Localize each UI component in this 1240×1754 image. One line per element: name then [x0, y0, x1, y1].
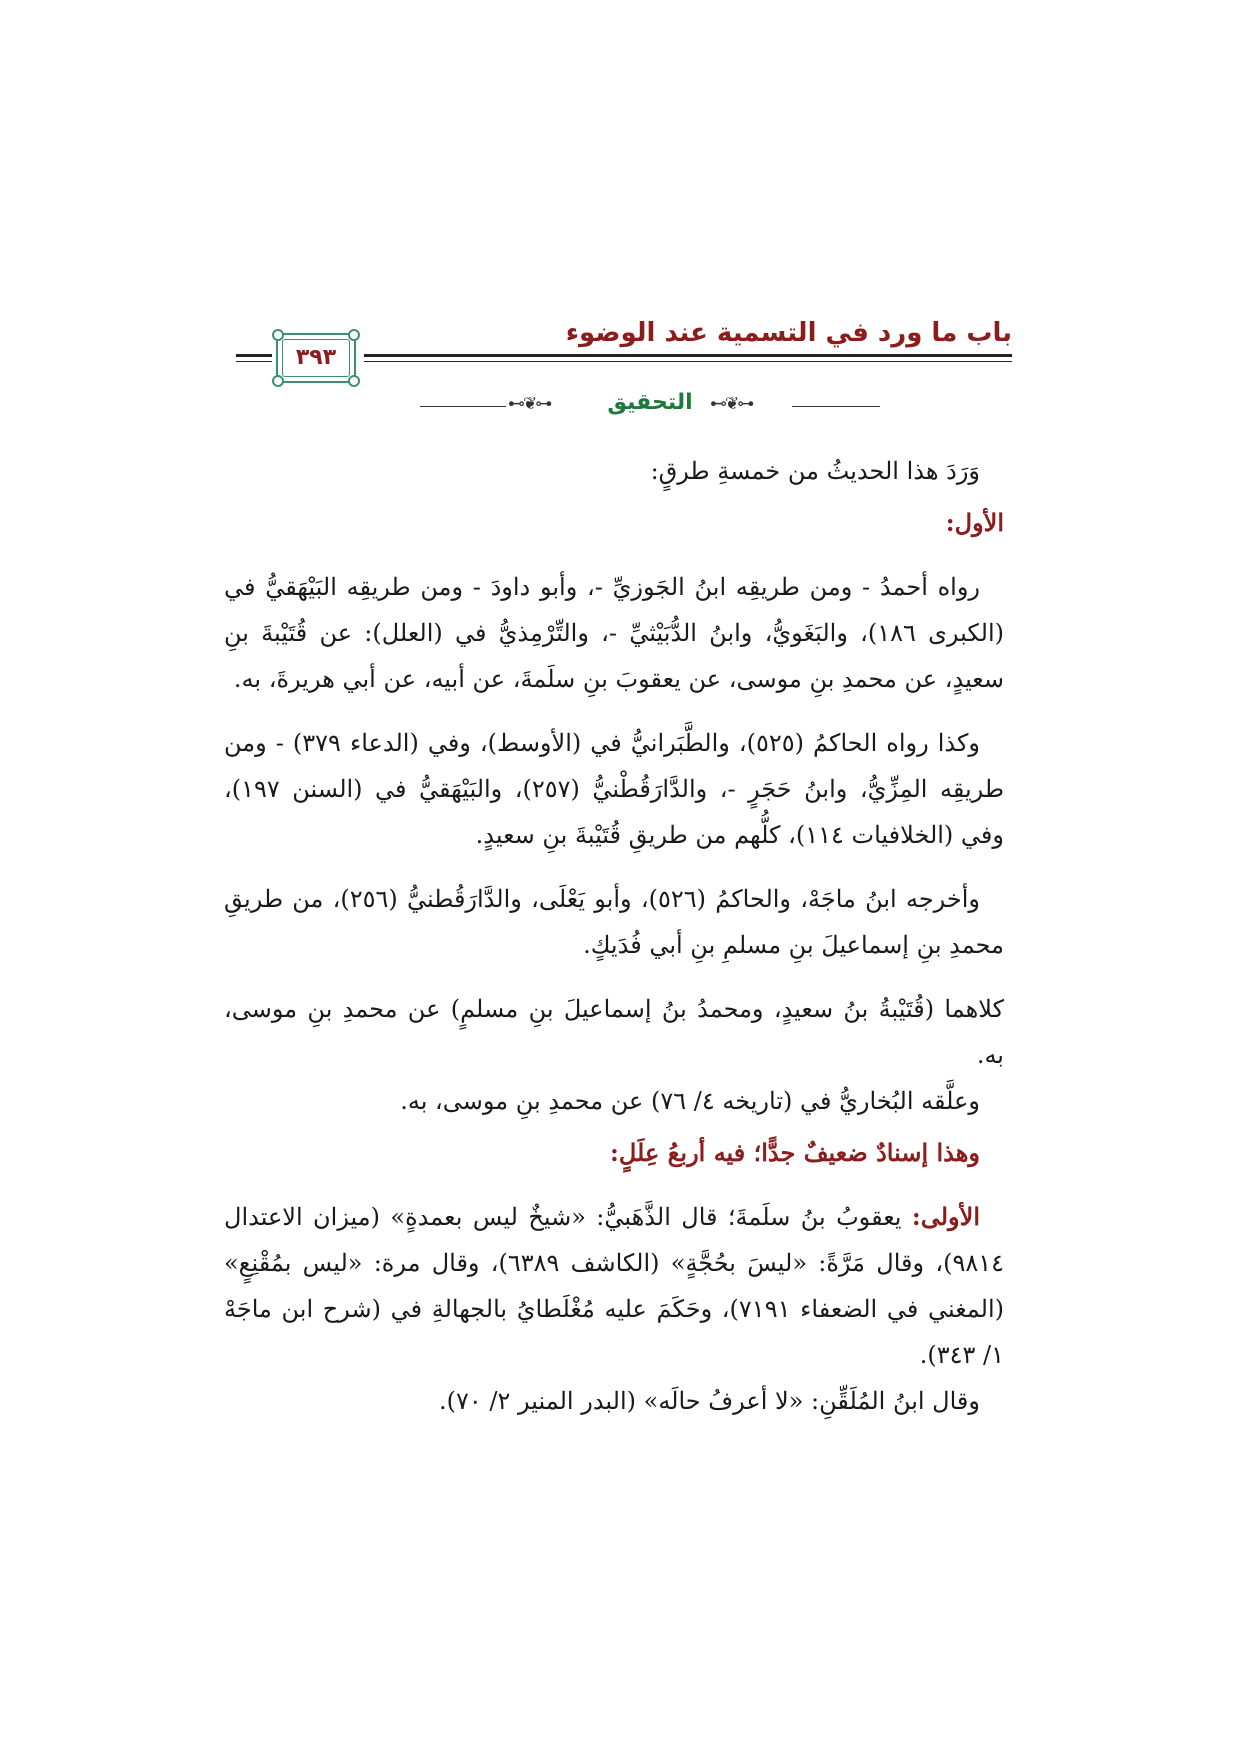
badge-corner-ornament	[348, 329, 360, 341]
paragraph: وعلَّقه البُخاريُّ في (تاريخه ٤/ ٧٦) عن محمدِ بنِ موسى، به.	[400, 1087, 980, 1115]
main-text	[224, 448, 1004, 1424]
ornament-line-right	[792, 406, 880, 407]
first-path-heading: الأول:	[945, 508, 1004, 537]
paragraph: رواه أحمدُ - ومن طريقِه ابنُ الجَوزيِّ -، وأبو داودَ - ومن طريقِه البَيْهَقيُّ في (الكبرى ١٨٦)، والبَغَويُّ، وابنُ الدُّبَيْثيِّ -، والتِّرْمِذيُّ في (العلل): عن قُتَيْبةَ بنِ سعيدٍ، عن محمدِ بنِ موسى، عن يعقوبَ بنِ سلَمةَ، عن أبيه، عن أبي هريرةَ، به.	[224, 573, 1004, 693]
page-number: ٣٩٣	[295, 345, 337, 370]
paragraph: وأخرجه ابنُ ماجَهْ، والحاكمُ (٥٢٦)، وأبو يَعْلَى، والدَّارَقُطنيُّ (٢٥٦)، من طريقِ محمدِ بنِ إسماعيلَ بنِ مسلمِ بنِ أبي فُدَيكٍ.	[224, 885, 1004, 959]
page-number-badge	[276, 333, 356, 383]
chapter-title: باب ما ورد في التسمية عند الوضوء	[565, 318, 1012, 348]
paragraph: كلاهما (قُتَيْبةُ بنُ سعيدٍ، ومحمدُ بنُ إسماعيلَ بنِ مسلمٍ) عن محمدِ بنِ موسى، به.	[224, 995, 1004, 1069]
badge-corner-ornament	[272, 375, 284, 387]
first-defect-text: يعقوبُ بنُ سلَمةَ؛ قال الذَّهَبيُّ: «شيخٌ ليس بعمدةٍ» (ميزان الاعتدال ٩٨١٤)، وقال مَرَّةً: «ليسَ بحُجَّةٍ» (الكاشف ٦٣٨٩)، وقال مرة: «ليس بمُقْنِعٍ» (المغني في الضعفاء ٧١٩١)، وحَكَمَ عليه مُغْلَطايُ بالجهالةِ في (شرح ابن ماجَهْ ١/ ٣٤٣).	[224, 1203, 1005, 1369]
section-label: التحقيق	[607, 390, 693, 415]
header-rule-right-thin	[364, 361, 1012, 362]
paragraph: وكذا رواه الحاكمُ (٥٢٥)، والطَّبَرانيُّ في (الأوسط)، وفي (الدعاء ٣٧٩) - ومن طريقِه المِزِّيُّ، وابنُ حَجَرٍ -، والدَّارَقُطْنيُّ (٢٥٧)، والبَيْهَقيُّ في (السنن ١٩٧)، وفي (الخلافيات ١١٤)، كلُّهم من طريقِ قُتَيْبةَ بنِ سعيدٍ.	[224, 729, 1004, 849]
section-ornament	[420, 392, 880, 422]
ornament-flourish-right-icon: ⊷❦⊶	[710, 394, 753, 414]
paragraph: وقال ابنُ المُلَقِّنِ: «لا أعرفُ حالَه» (البدر المنير ٢/ ٧٠).	[439, 1387, 980, 1415]
ornament-flourish-left-icon: ⊷❦⊶	[508, 394, 551, 414]
intro-line: وَرَدَ هذا الحديثُ من خمسةِ طرقٍ:	[650, 457, 980, 485]
badge-corner-ornament	[272, 329, 284, 341]
header-rule-left-thin	[236, 361, 272, 362]
badge-corner-ornament	[348, 375, 360, 387]
paragraph-first-defect	[224, 1194, 1004, 1378]
first-defect-label: الأولى:	[911, 1202, 980, 1231]
header-rule-left-thick	[236, 354, 272, 357]
ornament-line-left	[420, 406, 506, 407]
header-rule-right-thick	[364, 354, 1012, 357]
weakness-heading: وهذا إسنادٌ ضعيفٌ جدًّا؛ فيه أربعُ عِلَلٍ:	[609, 1138, 980, 1167]
